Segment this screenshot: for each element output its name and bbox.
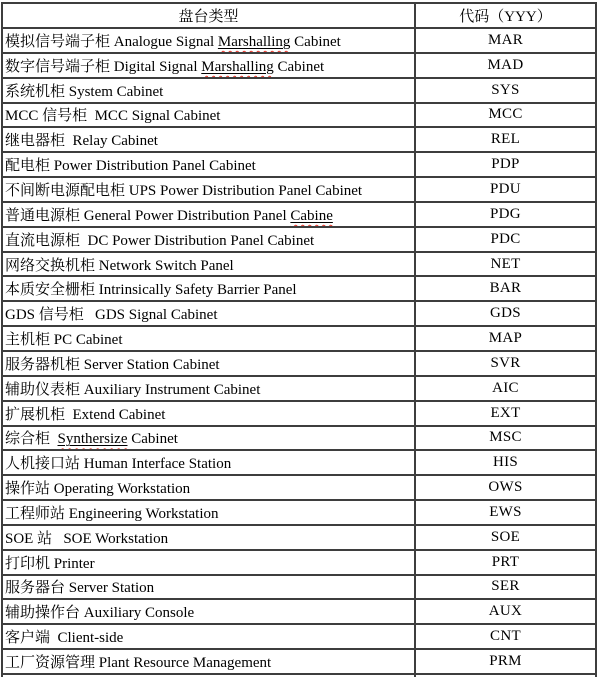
code-cell: AUX [415, 599, 596, 624]
code-cell: OWS [415, 475, 596, 500]
type-cell: 操作站 Operating Workstation [2, 475, 415, 500]
code-cell: MAD [415, 53, 596, 78]
table-row [2, 252, 596, 277]
code-cell: CNT [415, 624, 596, 649]
table-row [2, 450, 596, 475]
column-header-code: 代码（YYY） [415, 3, 596, 28]
code-cell: MAP [415, 326, 596, 351]
table-row [2, 152, 596, 177]
header-row [2, 3, 596, 28]
table-row [2, 127, 596, 152]
type-cell: GDS 信号柜 GDS Signal Cabinet [2, 301, 415, 326]
table-row [2, 78, 596, 103]
code-cell: MCC [415, 103, 596, 128]
code-cell: SYS [415, 78, 596, 103]
type-cell: 不间断电源配电柜 UPS Power Distribution Panel Cabinet [2, 177, 415, 202]
table-row [2, 351, 596, 376]
code-cell: MSC [415, 426, 596, 451]
table-row [2, 500, 596, 525]
type-cell: 辅助仪表柜 Auxiliary Instrument Cabinet [2, 376, 415, 401]
table-row [2, 326, 596, 351]
table-row [2, 28, 596, 53]
type-cell: 配电柜 Power Distribution Panel Cabinet [2, 152, 415, 177]
code-cell: SOE [415, 525, 596, 550]
table-row [2, 475, 596, 500]
table-row [2, 525, 596, 550]
type-cell: SOE 站 SOE Workstation [2, 525, 415, 550]
table-row [2, 624, 596, 649]
code-cell: SVR [415, 351, 596, 376]
table-row [2, 550, 596, 575]
table-row [2, 401, 596, 426]
type-cell: 服务器机柜 Server Station Cabinet [2, 351, 415, 376]
misspelled-word: Cabine [290, 207, 333, 224]
type-cell: 打印机 Printer [2, 550, 415, 575]
code-cell: PDG [415, 202, 596, 227]
type-cell: 本质安全栅柜 Intrinsically Safety Barrier Panel [2, 276, 415, 301]
table-row [2, 202, 596, 227]
type-cell: 工程师站 Engineering Workstation [2, 500, 415, 525]
table-row [2, 426, 596, 451]
type-cell: MCC 信号柜 MCC Signal Cabinet [2, 103, 415, 128]
code-cell: PRM [415, 649, 596, 674]
table-row [2, 103, 596, 128]
column-header-type: 盘台类型 [2, 3, 415, 28]
code-cell: PRT [415, 550, 596, 575]
table-row [2, 649, 596, 674]
type-cell: 扩展机柜 Extend Cabinet [2, 401, 415, 426]
code-cell: SER [415, 575, 596, 600]
type-cell: 工厂资源管理 Plant Resource Management [2, 649, 415, 674]
type-cell: 辅助操作台 Auxiliary Console [2, 599, 415, 624]
table-row [2, 599, 596, 624]
type-cell: 直流电源柜 DC Power Distribution Panel Cabinet [2, 227, 415, 252]
type-cell: 服务器台 Server Station [2, 575, 415, 600]
type-cell: 综合柜 Synthersize Cabinet [2, 426, 415, 451]
type-cell: 继电器柜 Relay Cabinet [2, 127, 415, 152]
type-cell: 数字信号端子柜 Digital Signal Marshalling Cabinet [2, 53, 415, 78]
table-body [2, 28, 596, 674]
table-row [2, 276, 596, 301]
code-cell: PDP [415, 152, 596, 177]
type-cell: 普通电源柜 General Power Distribution Panel Cabine [2, 202, 415, 227]
table-row [2, 301, 596, 326]
table-row [2, 227, 596, 252]
code-cell: PDU [415, 177, 596, 202]
code-cell: MAR [415, 28, 596, 53]
code-cell: EWS [415, 500, 596, 525]
code-cell: EXT [415, 401, 596, 426]
type-cell: 系统机柜 System Cabinet [2, 78, 415, 103]
table-row [2, 177, 596, 202]
type-cell: 人机接口站 Human Interface Station [2, 450, 415, 475]
type-cell: 主机柜 PC Cabinet [2, 326, 415, 351]
misspelled-word: Synthersize [57, 431, 128, 448]
code-cell: REL [415, 127, 596, 152]
type-cell: 模拟信号端子柜 Analogue Signal Marshalling Cabinet [2, 28, 415, 53]
misspelled-word: Marshalling [201, 58, 274, 75]
code-cell: HIS [415, 450, 596, 475]
table-header [2, 3, 596, 28]
code-cell: PDC [415, 227, 596, 252]
type-cell: 客户端 Client-side [2, 624, 415, 649]
table-row [2, 53, 596, 78]
panel-type-code-table [1, 2, 597, 677]
table-row [2, 376, 596, 401]
type-cell: 网络交换机柜 Network Switch Panel [2, 252, 415, 277]
code-cell: NET [415, 252, 596, 277]
misspelled-word: Marshalling [217, 33, 291, 50]
table-row [2, 575, 596, 600]
code-cell: AIC [415, 376, 596, 401]
code-cell: GDS [415, 301, 596, 326]
code-cell: BAR [415, 276, 596, 301]
